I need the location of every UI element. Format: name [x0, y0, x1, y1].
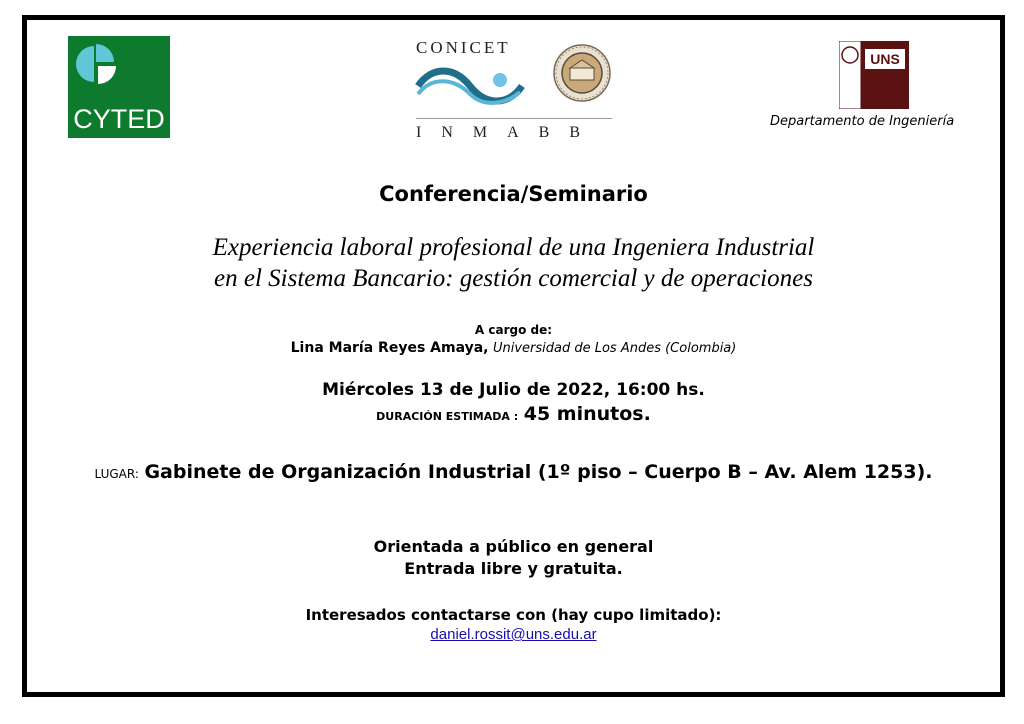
audience-info: [27, 536, 1000, 580]
event-heading: Conferencia/Seminario: [379, 182, 648, 206]
inmabb-logo-text: INMABB: [416, 124, 601, 141]
conicet-wave-icon: [414, 64, 526, 108]
speaker-institution: Universidad de Los Andes (Colombia): [492, 341, 737, 356]
speaker-line: [27, 340, 1000, 356]
contact-label: Interesados contactarse con (hay cupo limitado):: [305, 606, 722, 624]
cyted-logo: [68, 36, 170, 138]
duration-label: DURACIÓN ESTIMADA :: [376, 410, 519, 423]
speaker-label: A cargo de:: [474, 323, 553, 337]
place-label: LUGAR:: [94, 467, 139, 481]
speaker-name: Lina María Reyes Amaya,: [290, 340, 489, 356]
duration-value: 45 minutos.: [523, 403, 651, 425]
audience-line-1: Orientada a público en general: [373, 537, 654, 556]
audience-line-2: Entrada libre y gratuita.: [404, 559, 623, 578]
talk-title-line-1: Experiencia laboral profesional de una Ingeniera Industrial: [212, 234, 815, 261]
conicet-logo-text: CONICET: [416, 38, 511, 57]
place-value: Gabinete de Organización Industrial (1º piso – Cuerpo B – Av. Alem 1253).: [144, 461, 933, 483]
inmabb-seal-icon: [553, 44, 611, 102]
cyted-logo-text: CYTED: [73, 104, 165, 134]
event-duration: [27, 403, 1000, 425]
divider: [416, 118, 612, 119]
talk-title-line-2: en el Sistema Bancario: gestión comercial y de operaciones: [214, 265, 813, 292]
contact-email-link[interactable]: [27, 626, 1000, 643]
event-place: [27, 461, 1000, 483]
contact-email[interactable]: daniel.rossit@uns.edu.ar: [430, 626, 597, 643]
uns-logo-text: UNS: [870, 51, 900, 67]
uns-logo: [839, 41, 909, 109]
department-label: Departamento de Ingeniería: [770, 114, 955, 129]
event-date: Miércoles 13 de Julio de 2022, 16:00 hs.: [322, 380, 705, 400]
